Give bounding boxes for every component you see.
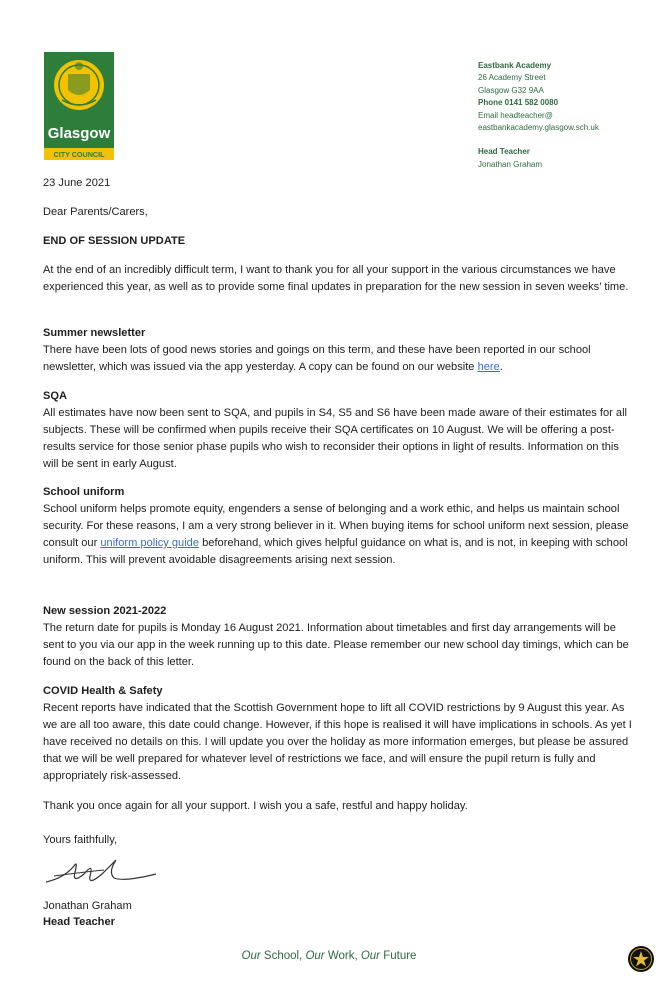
closing-paragraph: Thank you once again for all your support. I wish you a safe, restful and happy holiday. [43, 800, 468, 812]
section-text-sqa: All estimates have now been sent to SQA, and pupils in S4, S5 and S6 have been made aware of their estimates for all subjects. These will be confirmed when pupils receive their SQA certificates on 10 August. We will be offering a post-results service for those senior phase pupils who wish to reconsider their options in light of results. Information on this will be sent in early August. [43, 407, 627, 470]
svg-text:CITY COUNCIL: CITY COUNCIL [53, 150, 105, 159]
school-phone: Phone 0141 582 0080 [478, 98, 559, 108]
newsletter-text: There have been lots of good news stories and goings on this term, and these have been reported in our school newsletter, which was issued via the app yesterday. A copy can be found on our website [43, 344, 591, 373]
motto-work: Work, [324, 950, 361, 962]
motto-our-3: Our [360, 950, 381, 962]
section-heading-uniform: School uniform [43, 486, 125, 498]
section-heading-newsletter: Summer newsletter [43, 327, 146, 339]
school-city: Glasgow G32 9AA [478, 85, 544, 95]
svg-text:Glasgow: Glasgow [47, 125, 111, 142]
school-street: 26 Academy Street [478, 73, 546, 83]
section-heading-new-session: New session 2021-2022 [43, 605, 167, 617]
handwritten-signature [44, 852, 159, 888]
school-email-line2: eastbankacademy.glasgow.sch.uk [478, 123, 599, 133]
section-text-covid: Recent reports have indicated that the Scottish Government hope to lift all COVID restrictions by 9 August this year. As we are all too aware, this date could change. However, if this hope is realised it will have implications in schools. As yet I have received no details on this. I will update you over the holiday as more information emerges, but please be assured that we will be well prepared for whatever level of restrictions we face, and will ensure the pupil return is fully and appropriately risk-assessed. [43, 702, 632, 782]
motto-our-2: Our [305, 950, 325, 962]
signatory-role: Head Teacher [43, 916, 115, 928]
sign-off: Yours faithfully, [43, 834, 117, 846]
uniform-text-end: beforehand, which gives helpful guidance on what is, and is not, in keeping with school uniform. This will prevent avoidable disagreements arising next session. [43, 537, 628, 566]
intro-paragraph: At the end of an incredibly difficult term, I want to thank you for all your support in the various circumstances we have experienced this year, as well as to provide some final updates in preparation for the new session in seven weeks’ time. [43, 264, 629, 293]
uniform-text-start: School uniform helps promote equity, engenders a sense of belonging and a work ethic, and helps us maintain school security. For these reasons, I am a very strong believer in it. When buying items for school uniform next session, please consult our [43, 503, 629, 549]
school-address-block [478, 60, 648, 171]
footer-motto [0, 950, 658, 962]
section-heading-sqa: SQA [43, 390, 68, 402]
star-badge-icon [627, 945, 655, 973]
head-teacher-name: Jonathan Graham [478, 159, 543, 169]
uniform-policy-guide-link[interactable]: uniform policy guide [100, 537, 200, 549]
glasgow-city-council-logo [44, 52, 114, 160]
newsletter-text-end: . [499, 361, 503, 373]
motto-future: Future [380, 950, 417, 962]
head-teacher-role: Head Teacher [478, 147, 530, 157]
section-text-uniform [43, 501, 633, 569]
motto-school: School, [260, 950, 306, 962]
school-email-line1: Email headteacher@ [478, 110, 553, 120]
signatory-name: Jonathan Graham [43, 900, 132, 912]
motto-our-1: Our [241, 950, 261, 962]
section-heading-covid: COVID Health & Safety [43, 685, 163, 697]
letter-date: 23 June 2021 [43, 177, 111, 189]
section-text-newsletter [43, 342, 633, 376]
school-name: Eastbank Academy [478, 61, 552, 70]
letter-salutation: Dear Parents/Carers, [43, 206, 148, 218]
letter-title: END OF SESSION UPDATE [43, 235, 186, 247]
section-text-new-session: The return date for pupils is Monday 16 August 2021. Information about timetables and first day arrangements will be sent to you via our app in the week running up to this date. Please remember our new school day timings, which can be found on the back of this letter. [43, 622, 629, 668]
newsletter-here-link[interactable]: here [477, 361, 500, 373]
